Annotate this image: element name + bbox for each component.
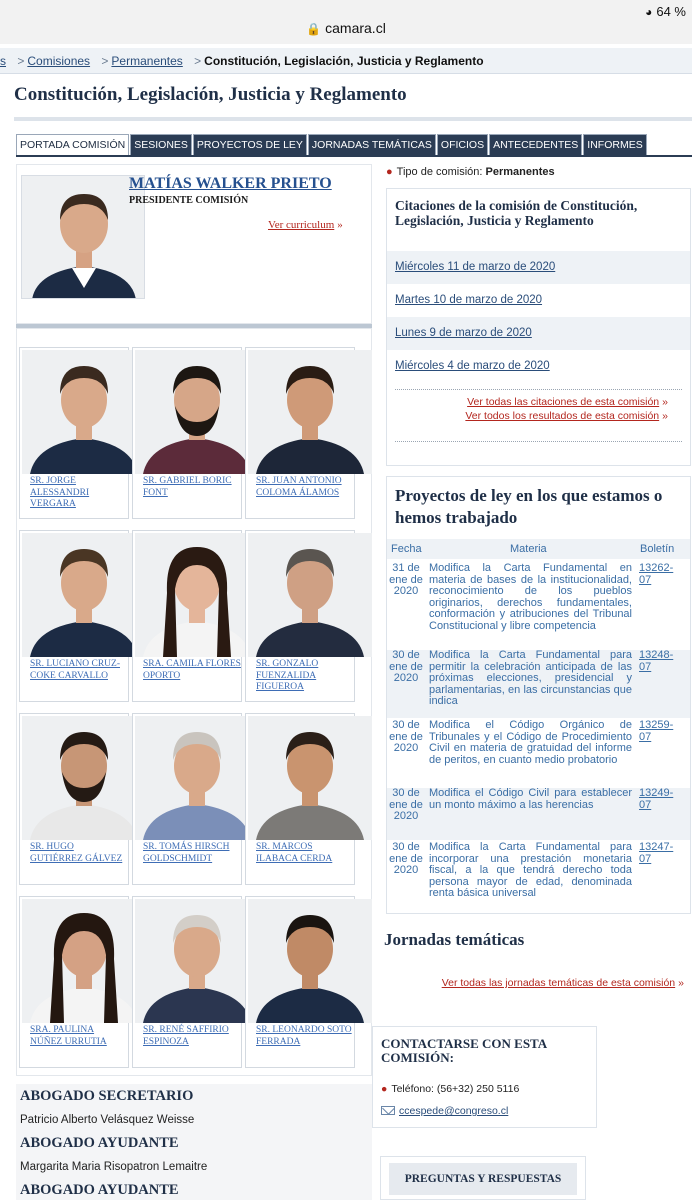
column-header-fecha: Fecha bbox=[391, 543, 422, 555]
table-row bbox=[387, 720, 690, 786]
curriculum-link[interactable]: Ver curriculum » bbox=[268, 219, 343, 231]
breadcrumb-permanentes[interactable]: Permanentes bbox=[111, 54, 183, 68]
row-boletin-link[interactable]: 13259-07 bbox=[639, 719, 674, 743]
member-name[interactable]: SR. JUAN ANTONIO COLOMA ÁLAMOS bbox=[256, 476, 342, 498]
member-photo bbox=[135, 350, 259, 474]
committee-type: ● Tipo de comisión: Permanentes bbox=[386, 166, 555, 178]
president-name[interactable]: MATÍAS WALKER PRIETO bbox=[129, 175, 332, 192]
member-photo bbox=[22, 350, 146, 474]
member-name[interactable]: SR. GABRIEL BORIC FONT bbox=[143, 476, 232, 498]
row-materia: Modifica el Código Civil para establecer un monto máximo a las herencias bbox=[429, 787, 632, 811]
president-role: PRESIDENTE COMISIÓN bbox=[129, 195, 249, 206]
divider bbox=[16, 155, 692, 157]
table-row bbox=[387, 842, 690, 912]
member-name[interactable]: SR. GONZALO FUENZALIDA FIGUEROA bbox=[256, 659, 319, 692]
member-name[interactable]: SR. HUGO GUTIÉRREZ GÁLVEZ bbox=[30, 842, 123, 864]
member-card[interactable] bbox=[245, 896, 355, 1068]
bullet-icon: ● bbox=[386, 166, 393, 178]
row-materia: Modifica la Carta Fundamental para incorporar una prestación monetaria fiscal, a la que tendrá derecho toda persona mayor de edad, denominada renta básica universal bbox=[429, 841, 632, 899]
email-link[interactable]: ccespede@congreso.cl bbox=[381, 1105, 508, 1117]
member-name[interactable]: SR. TOMÁS HIRSCH GOLDSCHMIDT bbox=[143, 842, 230, 864]
citation-date[interactable]: Miércoles 4 de marzo de 2020 bbox=[395, 360, 550, 372]
staff-section bbox=[16, 1084, 372, 1200]
member-name[interactable]: SRA. PAULINA NÚÑEZ URRUTIA bbox=[30, 1025, 107, 1047]
tab-jornadas[interactable]: JORNADAS TEMÁTICAS bbox=[308, 134, 436, 156]
member-card[interactable] bbox=[245, 530, 355, 702]
chevron-right-icon: » bbox=[337, 219, 343, 231]
row-boletin-link[interactable]: 13247-07 bbox=[639, 841, 674, 865]
row-materia: Modifica el Código Orgánico de Tribunales y el Código de Procedimiento Civil en materia de gratuidad del informe de peritos, en cuanto medio probatorio bbox=[429, 719, 632, 766]
row-date: 31 de ene de 2020 bbox=[389, 562, 423, 597]
bullet-icon: ● bbox=[381, 1083, 388, 1095]
staff-name: Margarita Maria Risopatron Lemaitre bbox=[20, 1161, 208, 1173]
member-name[interactable]: SR. LEONARDO SOTO FERRADA bbox=[256, 1025, 352, 1047]
all-results-link[interactable]: Ver todos los resultados de esta comisión » bbox=[465, 410, 668, 422]
all-citations-link[interactable]: Ver todas las citaciones de esta comisión » bbox=[467, 396, 668, 408]
browser-status-bar bbox=[0, 0, 692, 44]
row-boletin-link[interactable]: 13262-07 bbox=[639, 562, 674, 586]
faq-button[interactable]: PREGUNTAS Y RESPUESTAS bbox=[389, 1163, 577, 1195]
member-card[interactable] bbox=[19, 713, 129, 885]
contact-panel bbox=[372, 1026, 597, 1128]
contact-title: CONTACTARSE CON ESTA COMISIÓN: bbox=[381, 1036, 547, 1065]
staff-heading: ABOGADO SECRETARIO bbox=[20, 1088, 194, 1104]
member-card[interactable] bbox=[19, 347, 129, 519]
member-card[interactable] bbox=[19, 896, 129, 1068]
breadcrumb-current: Constitución, Legislación, Justicia y Reglamento bbox=[204, 54, 484, 68]
projects-panel bbox=[386, 476, 691, 914]
member-name[interactable]: SR. LUCIANO CRUZ-COKE CARVALLO bbox=[30, 659, 120, 681]
phone-text: ● Teléfono: (56+32) 250 5116 bbox=[381, 1083, 520, 1095]
president-photo[interactable] bbox=[21, 175, 145, 299]
tab-portada[interactable]: PORTADA COMISIÓN bbox=[16, 134, 129, 156]
page-title: Constitución, Legislación, Justicia y Reglamento bbox=[14, 84, 407, 105]
tab-informes[interactable]: INFORMES bbox=[583, 134, 646, 156]
url-text: camara.cl bbox=[325, 20, 386, 36]
member-photo bbox=[22, 716, 146, 840]
row-boletin-link[interactable]: 13249-07 bbox=[639, 787, 674, 811]
member-photo bbox=[135, 899, 259, 1023]
member-photo bbox=[248, 899, 372, 1023]
table-row bbox=[387, 563, 690, 648]
member-card[interactable] bbox=[132, 530, 242, 702]
table-row bbox=[387, 650, 690, 718]
citaciones-title: Citaciones de la comisión de Constitución, Legislación, Justicia y Reglamento bbox=[395, 198, 638, 228]
mail-icon bbox=[381, 1106, 395, 1115]
all-jornadas-link[interactable]: Ver todas las jornadas temáticas de esta comisión » bbox=[441, 977, 684, 989]
member-card[interactable] bbox=[132, 713, 242, 885]
member-photo bbox=[248, 533, 372, 657]
chevron-right-icon: » bbox=[662, 396, 668, 408]
row-date: 30 de ene de 2020 bbox=[389, 787, 423, 822]
staff-name: Patricio Alberto Velásquez Weisse bbox=[20, 1114, 195, 1126]
citation-date[interactable]: Lunes 9 de marzo de 2020 bbox=[387, 317, 690, 350]
member-photo bbox=[248, 350, 372, 474]
row-date: 30 de ene de 2020 bbox=[389, 719, 423, 754]
jornadas-title: Jornadas temáticas bbox=[384, 930, 525, 949]
projects-table-header bbox=[387, 539, 690, 559]
breadcrumb-prev[interactable]: s bbox=[0, 54, 6, 68]
table-row bbox=[387, 788, 690, 840]
projects-title: Proyectos de ley en los que estamos o hemos trabajado bbox=[395, 486, 663, 527]
chevron-right-icon: » bbox=[678, 977, 684, 989]
faq-panel bbox=[380, 1156, 586, 1200]
tab-oficios[interactable]: OFICIOS bbox=[437, 134, 488, 156]
member-name[interactable]: SRA. CAMILA FLORES OPORTO bbox=[143, 659, 241, 681]
citation-date[interactable]: Martes 10 de marzo de 2020 bbox=[395, 294, 543, 306]
row-boletin-link[interactable]: 13248-07 bbox=[639, 649, 674, 673]
breadcrumb: s > Comisiones > Permanentes > Constitución, Legislación, Justicia y Reglamento bbox=[0, 48, 692, 74]
member-photo bbox=[135, 533, 259, 657]
member-card[interactable] bbox=[19, 530, 129, 702]
member-photo bbox=[135, 716, 259, 840]
member-photo bbox=[248, 716, 372, 840]
member-card[interactable] bbox=[245, 713, 355, 885]
member-photo bbox=[22, 899, 146, 1023]
divider bbox=[395, 441, 682, 442]
member-card[interactable] bbox=[245, 347, 355, 519]
members-grid bbox=[16, 328, 372, 1076]
row-materia: Modifica la Carta Fundamental para permitir la celebración anticipada de las próximas elecciones, presidencial y parlamentarias, en las circunstancias que indica bbox=[429, 649, 632, 707]
tab-sesiones[interactable]: SESIONES bbox=[130, 134, 192, 156]
divider bbox=[395, 389, 682, 390]
column-header-materia: Materia bbox=[510, 543, 547, 555]
address-bar[interactable] bbox=[0, 20, 692, 36]
chevron-right-icon: » bbox=[662, 410, 668, 422]
row-date: 30 de ene de 2020 bbox=[389, 649, 423, 684]
citaciones-panel bbox=[386, 188, 691, 466]
member-name[interactable]: SR. JORGE ALESSANDRI VERGARA bbox=[30, 476, 90, 509]
row-date: 30 de ene de 2020 bbox=[389, 841, 423, 876]
tab-proyectos[interactable]: PROYECTOS DE LEY bbox=[193, 134, 307, 156]
breadcrumb-comisiones[interactable]: Comisiones bbox=[27, 54, 91, 68]
battery-text: 64 % bbox=[656, 4, 686, 19]
lock-icon: 🔒 bbox=[306, 22, 322, 36]
member-name[interactable]: SR. RENÉ SAFFIRIO ESPINOZA bbox=[143, 1025, 229, 1047]
president-card bbox=[16, 164, 372, 324]
wifi-icon: ◕ bbox=[645, 5, 653, 19]
committee-tabs bbox=[16, 134, 648, 156]
member-name[interactable]: SR. MARCOS ILABACA CERDA bbox=[256, 842, 333, 864]
tab-antecedentes[interactable]: ANTECEDENTES bbox=[489, 134, 582, 156]
column-header-boletin: Boletín bbox=[640, 543, 675, 555]
row-materia: Modifica la Carta Fundamental en materia de bases de la institucionalidad, reconocimiento de los pueblos originarios, derechos fundamentales, conformación y atribuciones del Tribunal Constitucional y libre competencia bbox=[429, 562, 632, 632]
member-photo bbox=[22, 533, 146, 657]
status-indicators bbox=[645, 4, 686, 19]
citation-date[interactable]: Miércoles 11 de marzo de 2020 bbox=[387, 251, 690, 284]
member-card[interactable] bbox=[132, 347, 242, 519]
divider bbox=[14, 117, 692, 121]
staff-heading: ABOGADO AYUDANTE bbox=[20, 1182, 179, 1198]
member-card[interactable] bbox=[132, 896, 242, 1068]
staff-heading: ABOGADO AYUDANTE bbox=[20, 1135, 179, 1151]
